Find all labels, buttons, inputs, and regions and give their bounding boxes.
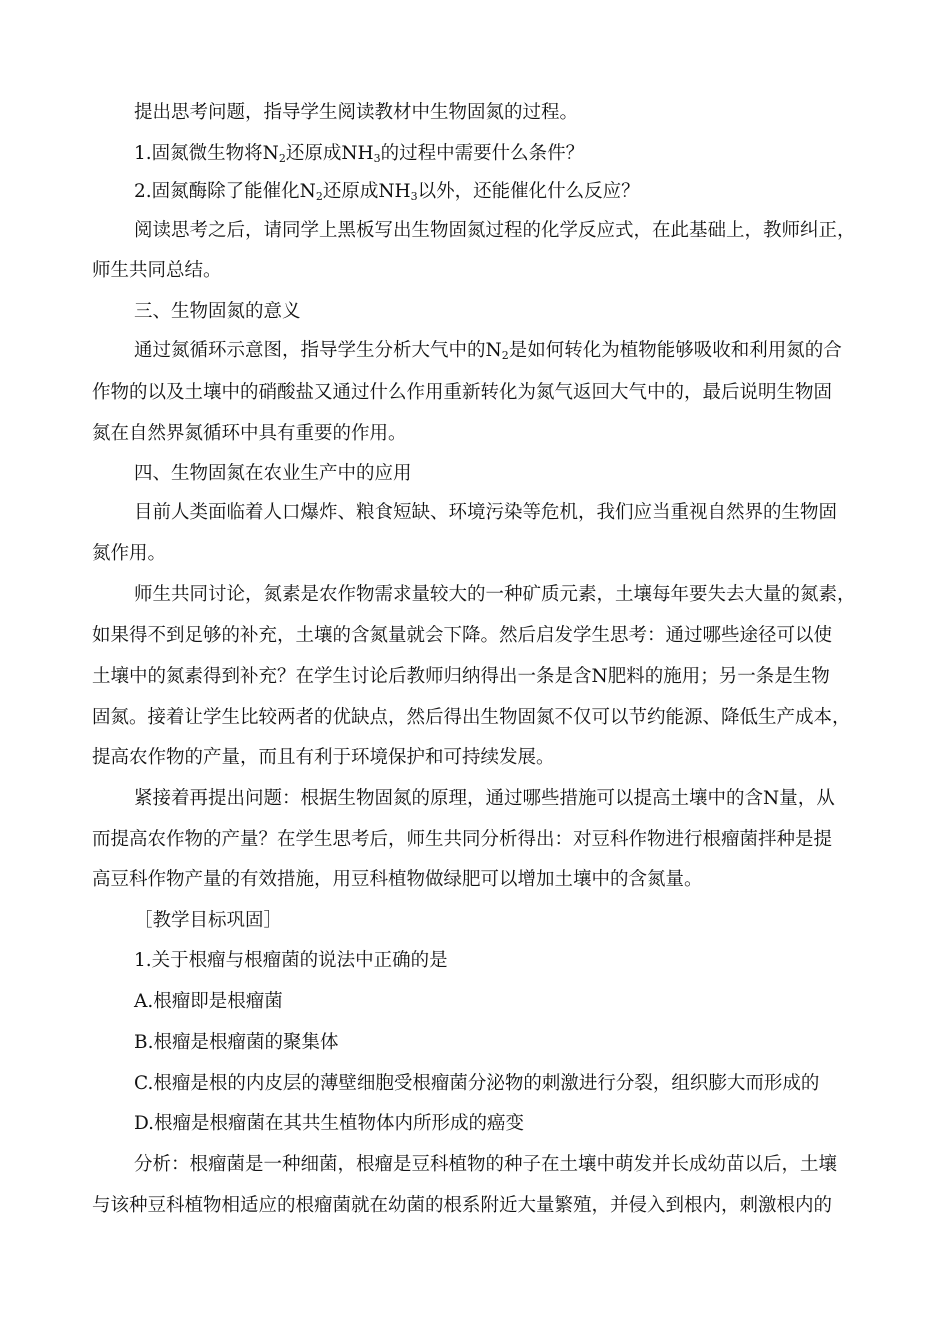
paragraph-line: 氮作用。 bbox=[92, 543, 167, 564]
paragraph-line: 如果得不到足够的补充，土壤的含氮量就会下降。然后启发学生思考：通过哪些途径可以使 bbox=[92, 625, 833, 646]
paragraph-line: 而提高农作物的产量？在学生思考后，师生共同分析得出：对豆科作物进行根瘤菌拌种是提 bbox=[92, 829, 833, 850]
option-c: C.根瘤是根的内皮层的薄壁细胞受根瘤菌分泌物的刺激进行分裂，组织膨大而形成的 bbox=[134, 1073, 820, 1094]
paragraph-line: 师生共同总结。 bbox=[92, 260, 222, 281]
analysis-line: 分析：根瘤菌是一种细菌，根瘤是豆科植物的种子在土壤中萌发并长成幼苗以后，土壤 bbox=[134, 1154, 838, 1175]
section-heading-4: 四、生物固氮在农业生产中的应用 bbox=[134, 463, 412, 484]
paragraph-line: 提高农作物的产量，而且有利于环境保护和可持续发展。 bbox=[92, 747, 555, 768]
analysis-line: 与该种豆科植物相适应的根瘤菌就在幼菌的根系附近大量繁殖，并侵入到根内，刺激根内的 bbox=[92, 1195, 833, 1216]
text-segment: 以外，还能催化什么反应？ bbox=[417, 181, 640, 202]
text-segment: 还原成NH bbox=[322, 181, 411, 202]
paragraph-line: 师生共同讨论，氮素是农作物需求量较大的一种矿质元素，土壤每年要失去大量的氮素， bbox=[134, 584, 856, 605]
paragraph-line: 土壤中的氮素得到补充？在学生讨论后教师归纳得出一条是含N肥料的施用；另一条是生物 bbox=[92, 666, 830, 687]
text-segment: 是如何转化为植物能够吸收和利用氮的合 bbox=[508, 340, 842, 361]
option-d: D.根瘤是根瘤菌在其共生植物体内所形成的癌变 bbox=[134, 1113, 525, 1134]
option-b: B.根瘤是根瘤菌的聚集体 bbox=[134, 1032, 339, 1053]
text-segment: 2.固氮酶除了能催化N bbox=[134, 181, 316, 202]
subscript: 2 bbox=[315, 190, 323, 203]
paragraph-line: 氮在自然界氮循环中具有重要的作用。 bbox=[92, 423, 407, 444]
paragraph-line: 固氮。接着让学生比较两者的优缺点，然后得出生物固氮不仅可以节约能源、降低生产成本， bbox=[92, 707, 851, 728]
text-segment: 还原成NH bbox=[285, 143, 374, 164]
question-stem: 1.关于根瘤与根瘤菌的说法中正确的是 bbox=[134, 950, 448, 971]
paragraph-line: 高豆科作物产量的有效措施，用豆科植物做绿肥可以增加土壤中的含氮量。 bbox=[92, 869, 703, 890]
subscript: 2 bbox=[278, 152, 286, 165]
section-title: ［教学目标巩固］ bbox=[134, 910, 283, 931]
paragraph-line: 目前人类面临着人口爆炸、粮食短缺、环境污染等危机，我们应当重视自然界的生物固 bbox=[134, 502, 838, 523]
text-segment: 1.固氮微生物将N bbox=[134, 143, 279, 164]
subscript: 3 bbox=[410, 190, 418, 203]
subscript: 3 bbox=[373, 152, 381, 165]
text-segment: 的过程中需要什么条件？ bbox=[380, 143, 585, 164]
subscript: 2 bbox=[501, 349, 509, 362]
paragraph-line: 紧接着再提出问题：根据生物固氮的原理，通过哪些措施可以提高土壤中的含N量，从 bbox=[134, 788, 835, 809]
text-segment: 通过氮循环示意图，指导学生分析大气中的N bbox=[134, 340, 502, 361]
paragraph-line: 作物的以及土壤中的硝酸盐又通过什么作用重新转化为氮气返回大气中的，最后说明生物固 bbox=[92, 382, 833, 403]
paragraph-line: 阅读思考之后，请同学上黑板写出生物固氮过程的化学反应式，在此基础上，教师纠正， bbox=[134, 220, 856, 241]
question-line-2 bbox=[134, 180, 640, 204]
question-line-1 bbox=[134, 142, 584, 166]
section-heading-3: 三、生物固氮的意义 bbox=[134, 301, 301, 322]
paragraph-line bbox=[134, 339, 842, 363]
option-a: A.根瘤即是根瘤菌 bbox=[134, 991, 283, 1012]
paragraph-intro: 提出思考问题，指导学生阅读教材中生物固氮的过程。 bbox=[134, 102, 579, 123]
